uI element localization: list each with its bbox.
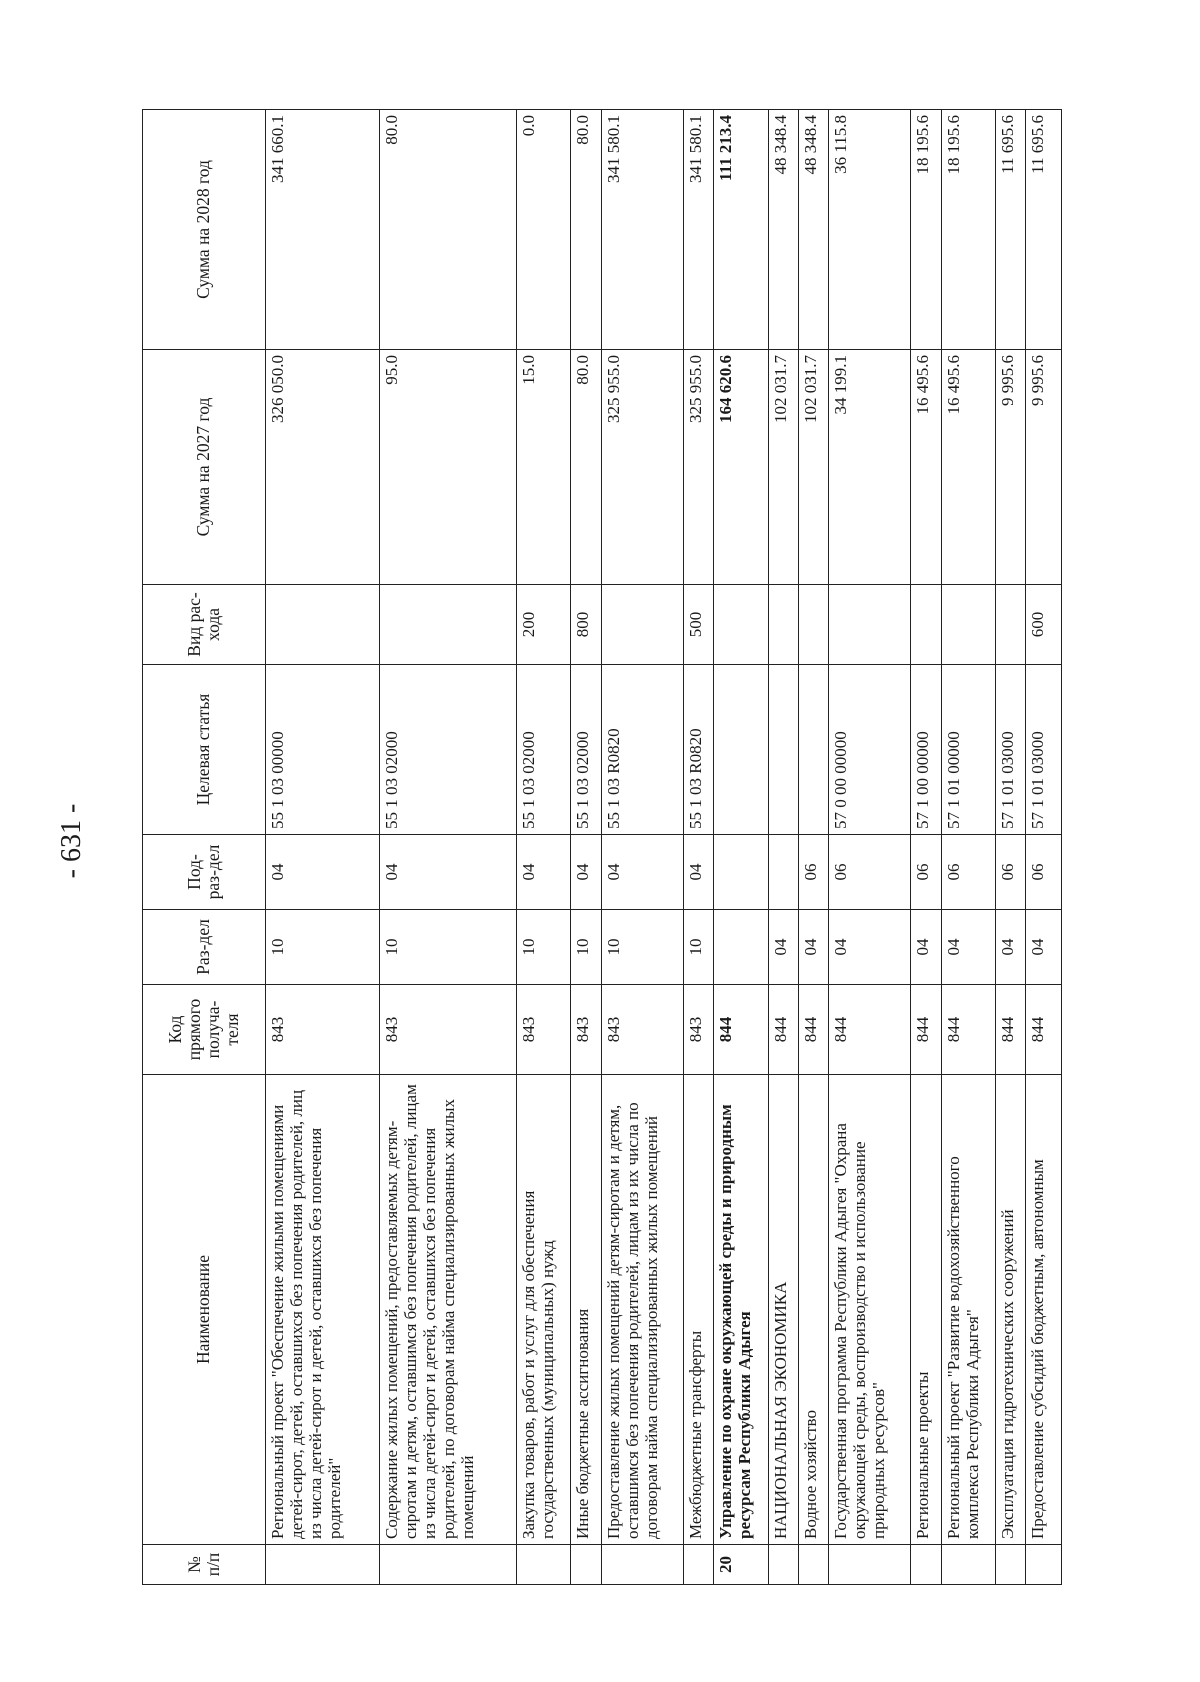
budget-table <box>142 109 1062 1585</box>
cell-sum-2027: 9 995.6 <box>996 350 1026 585</box>
cell-no <box>911 1545 941 1585</box>
cell-razdel: 10 <box>684 910 714 985</box>
cell-sum-2028: 48 348.4 <box>798 110 828 350</box>
cell-kod: 844 <box>828 985 910 1075</box>
cell-podrazdel: 04 <box>379 835 516 910</box>
cell-no <box>684 1545 714 1585</box>
cell-vid <box>798 585 828 665</box>
header-kod: Код прямого получа-теля <box>143 985 266 1075</box>
header-vid: Вид рас-хода <box>143 585 266 665</box>
cell-name: Межбюджетные трансферты <box>684 1075 714 1545</box>
cell-name: Региональные проекты <box>911 1075 941 1545</box>
cell-name: Государственная программа Республики Адыгея "Охрана окружающей среды, воспроизводство и использование природных ресурсов" <box>828 1075 910 1545</box>
cell-no: 20 <box>714 1545 769 1585</box>
cell-kod: 844 <box>996 985 1026 1075</box>
cell-podrazdel <box>768 835 798 910</box>
cell-celevaya: 55 1 03 02000 <box>571 665 601 835</box>
table-row <box>684 110 714 1585</box>
cell-sum-2028: 18 195.6 <box>911 110 941 350</box>
cell-celevaya <box>768 665 798 835</box>
cell-razdel: 04 <box>798 910 828 985</box>
cell-sum-2028: 48 348.4 <box>768 110 798 350</box>
cell-name: Региональный проект "Развитие водохозяйственного комплекса Республики Адыгея" <box>941 1075 996 1545</box>
cell-celevaya <box>714 665 769 835</box>
cell-kod: 844 <box>714 985 769 1075</box>
cell-celevaya: 55 1 03 02000 <box>379 665 516 835</box>
cell-no <box>571 1545 601 1585</box>
cell-razdel: 04 <box>768 910 798 985</box>
cell-no <box>1026 1545 1062 1585</box>
table-row <box>798 110 828 1585</box>
cell-vid <box>911 585 941 665</box>
cell-kod: 843 <box>379 985 516 1075</box>
table-row <box>911 110 941 1585</box>
cell-name: Водное хозяйство <box>798 1075 828 1545</box>
cell-podrazdel: 04 <box>684 835 714 910</box>
cell-sum-2028: 111 213.4 <box>714 110 769 350</box>
cell-kod: 844 <box>1026 985 1062 1075</box>
cell-sum-2027: 102 031.7 <box>798 350 828 585</box>
cell-sum-2027: 80.0 <box>571 350 601 585</box>
cell-razdel: 04 <box>828 910 910 985</box>
cell-razdel: 04 <box>996 910 1026 985</box>
cell-sum-2028: 341 580.1 <box>684 110 714 350</box>
cell-celevaya: 55 1 03 00000 <box>266 665 380 835</box>
table-row <box>516 110 571 1585</box>
cell-celevaya: 57 1 00 00000 <box>911 665 941 835</box>
cell-name: Предоставление субсидий бюджетным, автономным <box>1026 1075 1062 1545</box>
cell-sum-2027: 34 199.1 <box>828 350 910 585</box>
cell-podrazdel <box>714 835 769 910</box>
cell-podrazdel: 06 <box>798 835 828 910</box>
cell-sum-2027: 9 995.6 <box>1026 350 1062 585</box>
cell-vid: 800 <box>571 585 601 665</box>
cell-kod: 843 <box>266 985 380 1075</box>
cell-no <box>798 1545 828 1585</box>
page-number: - 631 - <box>56 803 87 879</box>
table-row <box>1026 110 1062 1585</box>
cell-sum-2027: 325 955.0 <box>601 350 683 585</box>
cell-sum-2027: 16 495.6 <box>911 350 941 585</box>
cell-vid <box>601 585 683 665</box>
cell-kod: 843 <box>571 985 601 1075</box>
cell-celevaya: 55 1 03 R0820 <box>684 665 714 835</box>
table-row <box>571 110 601 1585</box>
cell-name: Содержание жилых помещений, предоставляемых детям-сиротам и детям, оставшимся без попечения родителей, лицам из числа детей-сирот и детей, оставшихся без попечения родителей, по договорам найма специализированных жилых помещений <box>379 1075 516 1545</box>
rotated-table-container <box>142 110 1062 1585</box>
cell-no <box>996 1545 1026 1585</box>
cell-name: Региональный проект "Обеспечение жилыми помещениями детей-сирот, детей, оставшихся без попечения родителей, лиц из числа детей-сирот и детей, оставшихся без попечения родителей" <box>266 1075 380 1545</box>
cell-vid <box>941 585 996 665</box>
cell-no <box>601 1545 683 1585</box>
cell-no <box>941 1545 996 1585</box>
table-row <box>714 110 769 1585</box>
header-name: Наименование <box>143 1075 266 1545</box>
cell-name: Иные бюджетные ассигнования <box>571 1075 601 1545</box>
cell-podrazdel: 04 <box>571 835 601 910</box>
cell-kod: 843 <box>684 985 714 1075</box>
table-row <box>768 110 798 1585</box>
cell-vid: 500 <box>684 585 714 665</box>
cell-kod: 844 <box>911 985 941 1075</box>
cell-celevaya: 55 1 03 02000 <box>516 665 571 835</box>
header-sum-2027: Сумма на 2027 год <box>143 350 266 585</box>
cell-kod: 844 <box>941 985 996 1075</box>
cell-podrazdel: 04 <box>516 835 571 910</box>
cell-name: Закупка товаров, работ и услуг для обеспечения государственных (муниципальных) нужд <box>516 1075 571 1545</box>
cell-name: Управление по охране окружающей среды и природным ресурсам Республики Адыгея <box>714 1075 769 1545</box>
header-no: № п/п <box>143 1545 266 1585</box>
cell-no <box>828 1545 910 1585</box>
cell-podrazdel: 06 <box>996 835 1026 910</box>
document-sheet <box>142 110 1062 1585</box>
cell-razdel: 10 <box>379 910 516 985</box>
cell-sum-2028: 18 195.6 <box>941 110 996 350</box>
cell-sum-2028: 80.0 <box>379 110 516 350</box>
cell-celevaya: 57 1 01 03000 <box>996 665 1026 835</box>
cell-no <box>768 1545 798 1585</box>
cell-razdel: 10 <box>571 910 601 985</box>
table-header-row <box>143 110 266 1585</box>
table-row <box>266 110 380 1585</box>
cell-razdel: 10 <box>266 910 380 985</box>
cell-vid <box>828 585 910 665</box>
header-podrazdel: Под-раз-дел <box>143 835 266 910</box>
cell-sum-2027: 95.0 <box>379 350 516 585</box>
cell-no <box>516 1545 571 1585</box>
cell-podrazdel: 04 <box>601 835 683 910</box>
cell-sum-2028: 341 660.1 <box>266 110 380 350</box>
cell-sum-2027: 164 620.6 <box>714 350 769 585</box>
cell-vid: 200 <box>516 585 571 665</box>
cell-kod: 844 <box>798 985 828 1075</box>
cell-podrazdel: 04 <box>266 835 380 910</box>
cell-razdel: 04 <box>1026 910 1062 985</box>
header-celevaya: Целевая статья <box>143 665 266 835</box>
cell-podrazdel: 06 <box>1026 835 1062 910</box>
cell-no <box>266 1545 380 1585</box>
table-row <box>828 110 910 1585</box>
cell-kod: 844 <box>768 985 798 1075</box>
cell-sum-2028: 11 695.6 <box>1026 110 1062 350</box>
cell-sum-2027: 325 955.0 <box>684 350 714 585</box>
cell-sum-2028: 11 695.6 <box>996 110 1026 350</box>
cell-razdel: 04 <box>941 910 996 985</box>
cell-kod: 843 <box>601 985 683 1075</box>
cell-sum-2027: 326 050.0 <box>266 350 380 585</box>
cell-vid: 600 <box>1026 585 1062 665</box>
cell-sum-2028: 36 115.8 <box>828 110 910 350</box>
cell-vid <box>714 585 769 665</box>
table-row <box>379 110 516 1585</box>
cell-podrazdel: 06 <box>828 835 910 910</box>
cell-razdel: 10 <box>516 910 571 985</box>
table-row <box>601 110 683 1585</box>
cell-celevaya: 57 1 01 03000 <box>1026 665 1062 835</box>
cell-razdel: 04 <box>911 910 941 985</box>
cell-kod: 843 <box>516 985 571 1075</box>
table-row <box>996 110 1026 1585</box>
cell-sum-2027: 102 031.7 <box>768 350 798 585</box>
cell-name: Предоставление жилых помещений детям-сиротам и детям, оставшимся без попечения родителей, лицам из их числа по договорам найма специализированных жилых помещений <box>601 1075 683 1545</box>
cell-podrazdel: 06 <box>911 835 941 910</box>
table-row <box>941 110 996 1585</box>
cell-podrazdel: 06 <box>941 835 996 910</box>
cell-vid <box>768 585 798 665</box>
cell-razdel: 10 <box>601 910 683 985</box>
cell-vid <box>379 585 516 665</box>
cell-no <box>379 1545 516 1585</box>
cell-celevaya: 57 1 01 00000 <box>941 665 996 835</box>
cell-name: НАЦИОНАЛЬНАЯ ЭКОНОМИКА <box>768 1075 798 1545</box>
cell-celevaya: 55 1 03 R0820 <box>601 665 683 835</box>
cell-name: Эксплуатация гидротехнических сооружений <box>996 1075 1026 1545</box>
cell-sum-2028: 80.0 <box>571 110 601 350</box>
cell-sum-2028: 341 580.1 <box>601 110 683 350</box>
cell-sum-2027: 15.0 <box>516 350 571 585</box>
cell-sum-2027: 16 495.6 <box>941 350 996 585</box>
cell-sum-2028: 0.0 <box>516 110 571 350</box>
cell-celevaya: 57 0 00 00000 <box>828 665 910 835</box>
header-razdel: Раз-дел <box>143 910 266 985</box>
cell-razdel <box>714 910 769 985</box>
cell-vid <box>996 585 1026 665</box>
cell-celevaya <box>798 665 828 835</box>
header-sum-2028: Сумма на 2028 год <box>143 110 266 350</box>
cell-vid <box>266 585 380 665</box>
